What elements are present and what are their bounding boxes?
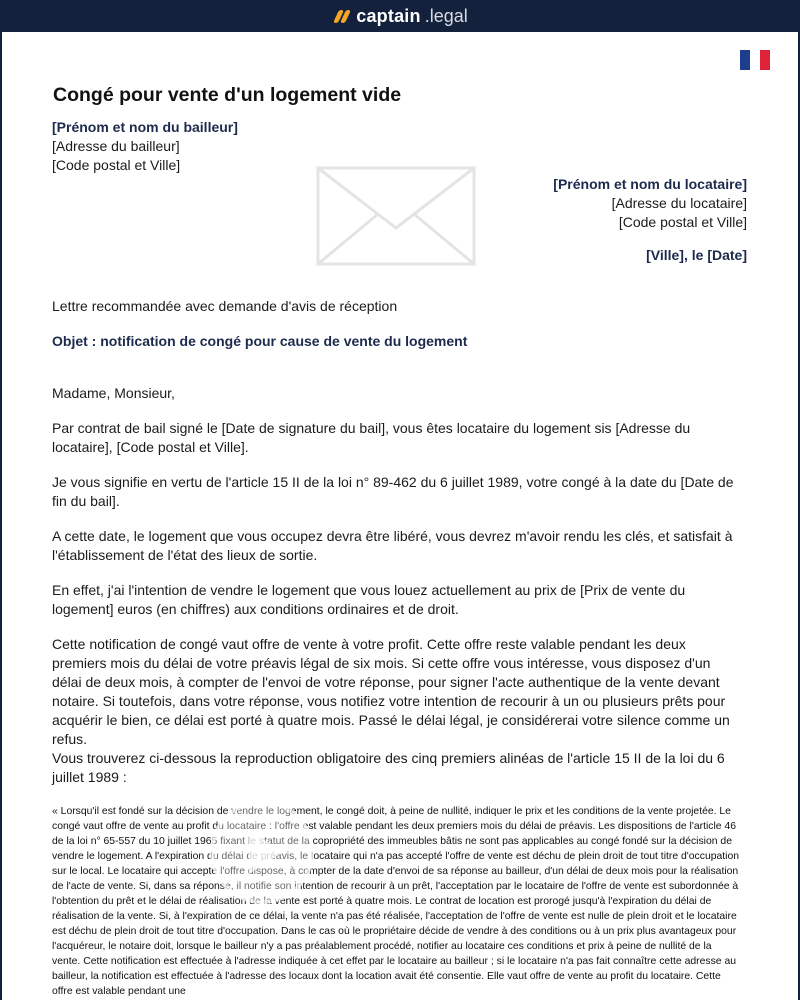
sender-name: [Prénom et nom du bailleur] [52, 119, 238, 135]
salutation: Madame, Monsieur, [52, 385, 175, 401]
paragraph: En effet, j'ai l'intention de vendre le logement que vous louez actuellement au prix de [Prix de vente du logement] euros (en chiffres) aux conditions ordinaires et de droit. [52, 582, 686, 617]
recipient-block [553, 175, 747, 232]
recipient-city: [Code postal et Ville] [618, 214, 747, 230]
paragraph: Cette notification de congé vaut offre de vente à votre profit. Cette offre reste valable pendant les deux premiers mois du délai de votre préavis légal de six mois. Si cette offre vous intéresse, vous disposez d'un délai de deux mois, à compter de l'envoi de votre réponse, pour signer l'acte authentique de la vente devant notaire. Si toutefois, dans votre réponse, vous notifiez votre intention de recourir à un ou plusieurs prêts pour acquérir le bien, ce délai est porté à quatre mois. Passé le délai légal, je considérerai votre silence comme un refus. [52, 636, 730, 747]
logo-mark-icon [332, 9, 352, 23]
brand-name: captain [356, 5, 421, 26]
captain-legal-logo[interactable] [332, 6, 467, 27]
sender-block [52, 118, 238, 175]
registered-mail-line: Lettre recommandée avec demande d'avis de réception [52, 298, 398, 314]
play-button[interactable] [210, 800, 314, 904]
top-bar [0, 0, 800, 32]
paragraph: Je vous signifie en vertu de l'article 15 II de la loi n° 89-462 du 6 juillet 1989, votre congé à la date du [Date de fin du bail]. [52, 474, 734, 509]
recipient-name: [Prénom et nom du locataire] [553, 176, 747, 192]
letter-body [52, 384, 742, 787]
sender-address: [Adresse du bailleur] [52, 138, 180, 154]
recipient-address: [Adresse du locataire] [611, 195, 747, 211]
place-and-date: [Ville], le [Date] [646, 247, 747, 263]
paragraph: Vous trouverez ci-dessous la reproduction obligatoire des cinq premiers alinéas de l'article 15 II de la loi du 6 juillet 1989 : [52, 750, 725, 785]
play-icon [249, 830, 283, 874]
subject-line: Objet : notification de congé pour cause de vente du logement [52, 333, 468, 349]
sender-city: [Code postal et Ville] [52, 157, 181, 173]
paragraph: Par contrat de bail signé le [Date de signature du bail], vous êtes locataire du logement sis [Adresse du locataire], [Code postal et Ville]. [52, 420, 691, 455]
france-flag-icon[interactable] [740, 50, 770, 70]
envelope-watermark-icon [316, 166, 476, 266]
paragraph: A cette date, le logement que vous occupez devra être libéré, vous devrez m'avoir rendu les clés, et satisfait à l'établissement de l'état des lieux de sortie. [52, 528, 733, 563]
legal-excerpt: « Lorsqu'il est fondé sur la décision de vendre le logement, le congé doit, à peine de nullité, indiquer le prix et les conditions de la vente projetée. Le congé vaut offre de vente au profit du locataire : l'offre est valable pendant les deux premiers mois du délai de préavis. Les dispositions de l'article 46 de la loi n° 65-557 du 10 juillet 1965 fixant le statut de la copropriété des immeubles bâtis ne sont pas applicables au congé fondé sur la décision de vendre le logement. A l'expiration du délai de préavis, le locataire qui n'a pas accepté l'offre de vente est déchu de plein droit de tout titre d'occupation sur le local. Le locataire qui accepte l'offre dispose, à compter de la date d'envoi de sa réponse au bailleur, d'un délai de deux mois pour la réalisation de l'acte de vente. Si, dans sa réponse, il notifie son intention de recourir à un prêt, l'acceptation par le locataire de l'offre de vente est subordonnée à l'obtention du prêt et le délai de réalisation de la vente est porté à quatre mois. Le contrat de location est prorogé jusqu'à l'expiration du délai de réalisation de la vente. Si, à l'expiration de ce délai, la vente n'a pas été réalisée, l'acceptation de l'offre de vente est nulle de plein droit et le locataire est déchu de plein droit de tout titre d'occupation. Dans le cas où le propriétaire décide de vendre à des conditions ou à un prix plus avantageux pour l'acquéreur, le notaire doit, lorsque le bailleur n'y a pas préalablement procédé, notifier au locataire ces conditions et prix à peine de nullité de la vente. Cette notification est effectuée à l'adresse indiquée à cet effet par le locataire au bailleur ; si le locataire n'a pas fait connaître cette adresse au bailleur, la notification est effectuée à l'adresse des locaux dont la location avait été consentie. Elle vaut offre de vente au profit du locataire. Cette offre est valable pendant une [52, 806, 740, 997]
brand-suffix: .legal [424, 5, 468, 26]
document-title: Congé pour vente d'un logement vide [53, 84, 402, 106]
